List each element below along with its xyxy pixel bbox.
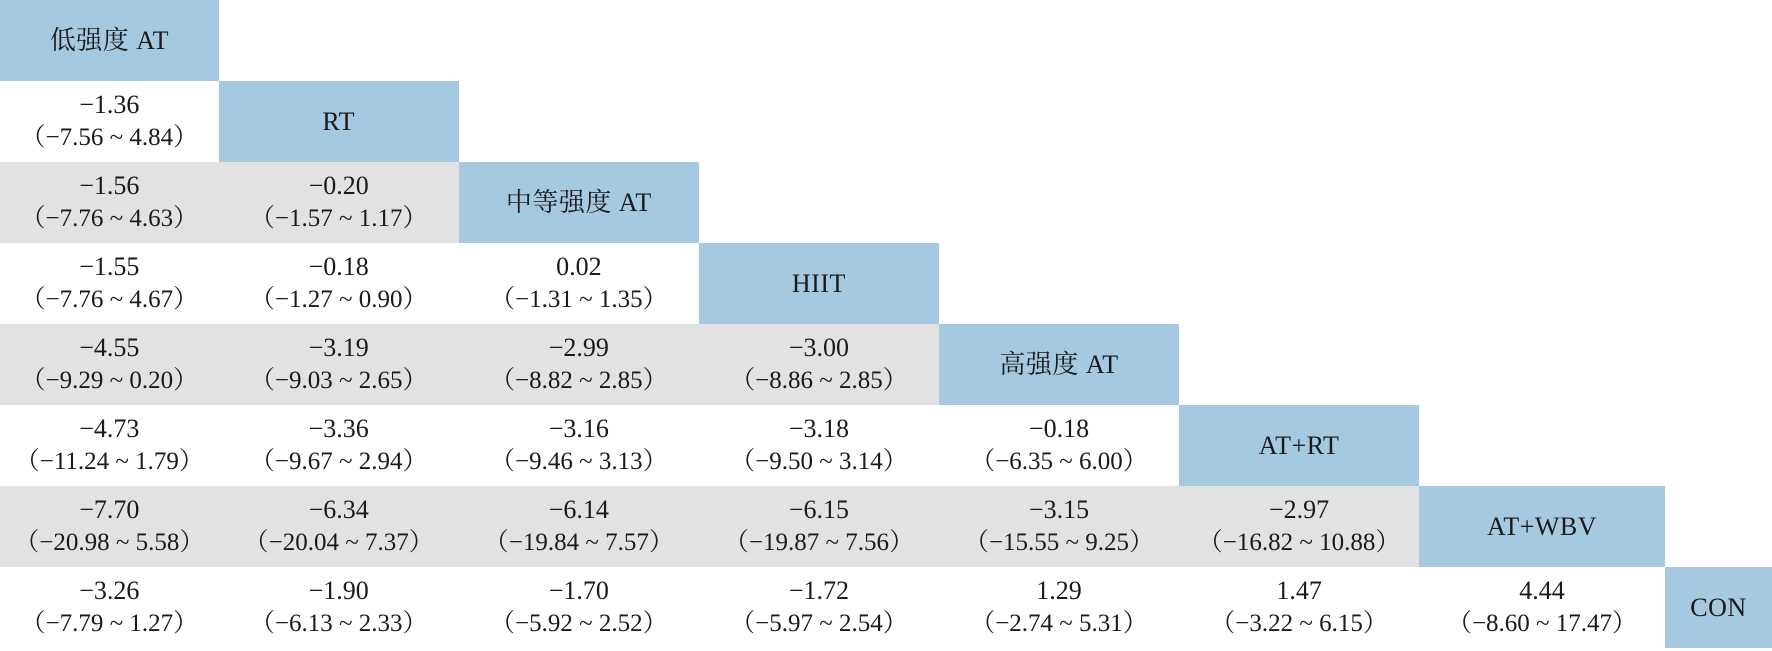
comparison-cell [0,81,219,162]
effect-estimate: −0.20 [308,171,369,201]
comparison-cell [0,486,219,567]
confidence-interval: （−19.84 ~ 7.57） [483,529,674,557]
comparison-cell [0,405,219,486]
table-row [0,324,1772,405]
comparison-cell [1179,486,1419,567]
empty-cell [1665,0,1772,81]
treatment-label-cell [1179,405,1419,486]
treatment-label-cell [1665,567,1772,648]
empty-cell [1419,243,1665,324]
empty-cell [1419,405,1665,486]
empty-cell [939,243,1179,324]
treatment-label: AT+WBV [1486,511,1598,541]
comparison-cell [459,405,699,486]
comparison-cell [699,567,939,648]
empty-cell [1179,81,1419,162]
treatment-label-cell [219,81,459,162]
treatment-label-cell [1419,486,1665,567]
confidence-interval: （−9.03 ~ 2.65） [249,367,428,395]
empty-cell [939,162,1179,243]
confidence-interval: （−1.57 ~ 1.17） [249,205,428,233]
empty-cell [699,81,939,162]
confidence-interval: （−7.79 ~ 1.27） [20,610,199,638]
confidence-interval: （−7.76 ~ 4.67） [20,286,199,314]
treatment-label: 中等强度 AT [505,187,652,217]
confidence-interval: （−5.92 ~ 2.52） [490,610,668,638]
treatment-label-cell [699,243,939,324]
empty-cell [939,81,1179,162]
effect-estimate: −3.36 [308,414,369,444]
comparison-cell [219,162,459,243]
effect-estimate: 0.02 [556,252,602,282]
empty-cell [699,162,939,243]
effect-estimate: −3.18 [788,414,849,444]
treatment-label: CON [1690,592,1747,622]
empty-cell [1665,324,1772,405]
confidence-interval: （−16.82 ~ 10.88） [1197,529,1401,557]
empty-cell [1665,243,1772,324]
confidence-interval: （−8.82 ~ 2.85） [490,367,668,395]
table-row [0,0,1772,81]
treatment-label: HIIT [791,268,846,298]
comparison-cell [219,324,459,405]
effect-estimate: −6.34 [308,495,369,525]
table-row [0,162,1772,243]
effect-estimate: −6.15 [788,495,849,525]
effect-estimate: 4.44 [1519,576,1565,606]
confidence-interval: （−9.50 ~ 3.14） [730,448,908,476]
treatment-label: AT+RT [1258,430,1340,460]
comparison-cell [0,567,219,648]
comparison-cell [699,405,939,486]
confidence-interval: （−19.87 ~ 7.56） [723,529,914,557]
confidence-interval: （−9.29 ~ 0.20） [20,367,199,395]
confidence-interval: （−8.60 ~ 17.47） [1446,610,1638,638]
comparison-cell [219,243,459,324]
confidence-interval: （−15.55 ~ 9.25） [963,529,1155,557]
confidence-interval: （−8.86 ~ 2.85） [730,367,908,395]
confidence-interval: （−1.31 ~ 1.35） [490,286,668,314]
comparison-cell [1179,567,1419,648]
effect-estimate: 1.47 [1276,576,1322,606]
table-row [0,405,1772,486]
comparison-cell [219,405,459,486]
comparison-cell [0,243,219,324]
comparison-cell [939,567,1179,648]
effect-estimate: −2.99 [548,333,609,363]
empty-cell [1179,0,1419,81]
comparison-cell [0,324,219,405]
comparison-cell [459,567,699,648]
effect-estimate: −1.55 [79,252,140,282]
treatment-label-cell [939,324,1179,405]
effect-estimate: −1.90 [308,576,369,606]
effect-estimate: −0.18 [1028,414,1090,444]
effect-estimate: −4.55 [79,333,140,363]
empty-cell [1419,162,1665,243]
treatment-label: RT [322,106,356,136]
empty-cell [699,0,939,81]
empty-cell [459,0,699,81]
empty-cell [1665,81,1772,162]
empty-cell [1419,0,1665,81]
treatment-label-cell [459,162,699,243]
comparison-cell [699,324,939,405]
empty-cell [1665,162,1772,243]
confidence-interval: （−1.27 ~ 0.90） [249,286,428,314]
empty-cell [1179,324,1419,405]
confidence-interval: （−9.67 ~ 2.94） [249,448,428,476]
confidence-interval: （−6.35 ~ 6.00） [970,448,1148,476]
confidence-interval: （−6.13 ~ 2.33） [249,610,428,638]
treatment-label: 高强度 AT [999,349,1119,379]
empty-cell [1665,486,1772,567]
effect-estimate: −3.00 [788,333,849,363]
effect-estimate: −1.70 [548,576,609,606]
confidence-interval: （−3.22 ~ 6.15） [1210,610,1388,638]
effect-estimate: −4.73 [79,414,140,444]
effect-estimate: −3.16 [548,414,609,444]
confidence-interval: （−20.04 ~ 7.37） [243,529,434,557]
effect-estimate: −3.15 [1028,495,1090,525]
confidence-interval: （−11.24 ~ 1.79） [14,448,204,476]
comparison-cell [219,486,459,567]
confidence-interval: （−7.56 ~ 4.84） [20,124,199,152]
confidence-interval: （−9.46 ~ 3.13） [490,448,668,476]
effect-estimate: −1.72 [788,576,849,606]
comparison-cell [459,486,699,567]
table-row [0,567,1772,648]
confidence-interval: （−2.74 ~ 5.31） [970,610,1148,638]
comparison-cell [939,486,1179,567]
empty-cell [1419,324,1665,405]
empty-cell [1665,405,1772,486]
comparison-cell [219,567,459,648]
confidence-interval: （−7.76 ~ 4.63） [20,205,199,233]
confidence-interval: （−20.98 ~ 5.58） [14,529,205,557]
comparison-cell [1419,567,1665,648]
table-row [0,81,1772,162]
effect-estimate: −7.70 [79,495,140,525]
comparison-cell [459,324,699,405]
effect-estimate: −1.56 [79,171,140,201]
empty-cell [939,0,1179,81]
table-row [0,486,1772,567]
confidence-interval: （−5.97 ~ 2.54） [730,610,908,638]
comparison-cell [699,486,939,567]
effect-estimate: −0.18 [308,252,369,282]
effect-estimate: −3.19 [308,333,369,363]
effect-estimate: 1.29 [1036,576,1082,606]
effect-estimate: −2.97 [1269,495,1330,525]
empty-cell [1179,162,1419,243]
empty-cell [1419,81,1665,162]
effect-estimate: −3.26 [79,576,140,606]
comparison-cell [939,405,1179,486]
comparison-cell [0,162,219,243]
effect-estimate: −6.14 [548,495,609,525]
comparison-cell [459,243,699,324]
effect-estimate: −1.36 [79,90,140,120]
treatment-label-cell [0,0,219,81]
empty-cell [219,0,459,81]
treatment-label: 低强度 AT [49,25,169,55]
empty-cell [1179,243,1419,324]
table-row [0,243,1772,324]
empty-cell [459,81,699,162]
